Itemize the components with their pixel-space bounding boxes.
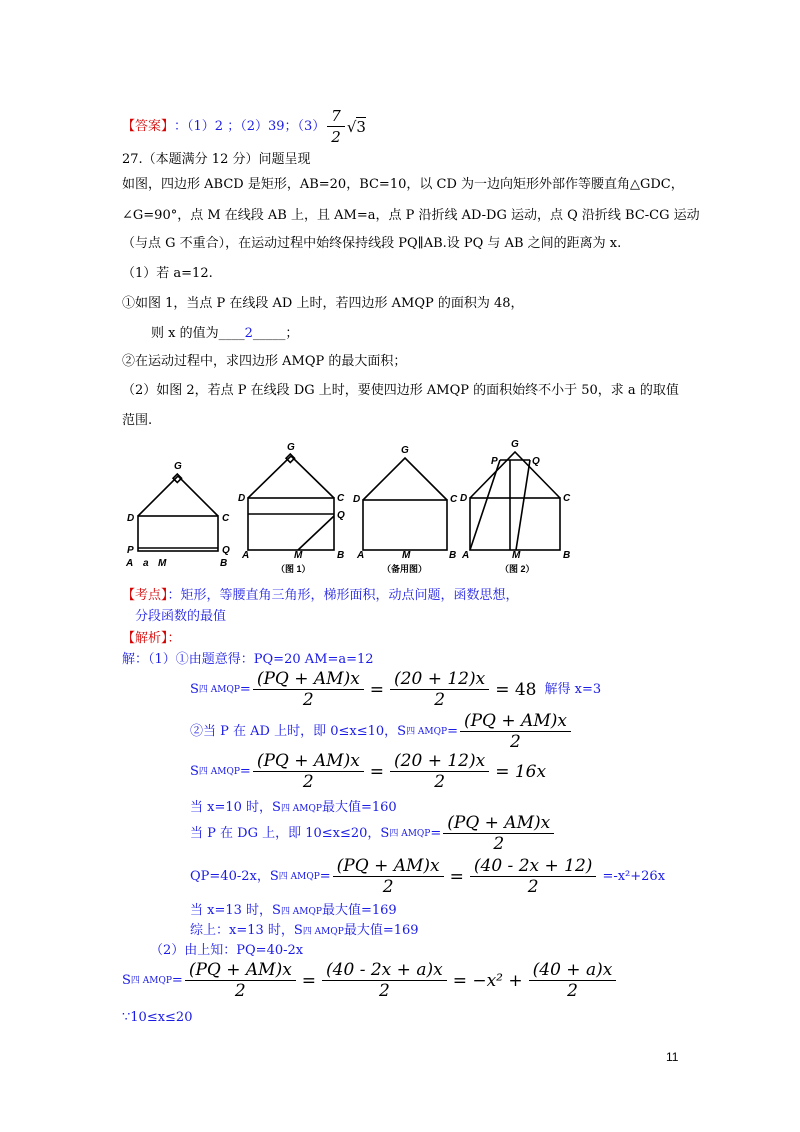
problem-line3: （与点 G 不重合），在运动过程中始终保持线段 PQ∥AB.设 PQ 与 AB 之间的距离为 x. bbox=[122, 236, 622, 251]
step-3: ②当 P 在 AD 上时，即 0≤x≤10，S 四 AMQP = $\frac{(PQ + AM)x}{2}$ bbox=[190, 711, 573, 752]
step-9: 综上：x=13 时，S四 AMQP最大值=169 bbox=[190, 923, 419, 938]
fig0-label-m: M bbox=[158, 558, 167, 569]
fig0-label-b: B bbox=[220, 558, 228, 569]
fig2-label-b: B bbox=[563, 550, 571, 561]
fig1-label-m: M bbox=[294, 550, 303, 561]
fig1-label-g: G bbox=[287, 442, 295, 453]
answer-label: 【答案】 bbox=[122, 118, 175, 134]
fig2-caption: （图 2） bbox=[500, 564, 535, 574]
fig2-label-c: C bbox=[563, 493, 571, 504]
fig1-label-a: A bbox=[242, 550, 250, 561]
fig1-mq-segment bbox=[298, 516, 334, 550]
fig2-triangle bbox=[470, 452, 560, 498]
fig0-rectangle bbox=[138, 516, 218, 551]
spare-label-d: D bbox=[353, 494, 361, 505]
jiexi-heading: 【解析】： bbox=[122, 631, 181, 646]
fig2-label-g: G bbox=[511, 439, 519, 450]
spare-caption: （备用图） bbox=[382, 564, 428, 574]
step-5: 当 x=10 时，S四 AMQP最大值=160 bbox=[190, 800, 397, 815]
spare-rectangle bbox=[363, 500, 447, 550]
step-12: ∵10≤x≤20 bbox=[122, 1010, 193, 1025]
fig0-label-p: P bbox=[127, 545, 134, 556]
step-6: 当 P 在 DG 上，即 10≤x≤20，S 四 AMQP = $\frac{(PQ + AM)x}{2}$ bbox=[190, 813, 556, 854]
answer-sqrt: √3 bbox=[346, 117, 366, 136]
problem-part2-cont: 范围. bbox=[122, 413, 153, 428]
spare-label-m: M bbox=[402, 550, 411, 561]
kaodian-text: ：矩形，等腰直角三角形，梯形面积，动点问题，函数思想， bbox=[167, 588, 519, 603]
fig1-label-b: B bbox=[337, 550, 345, 561]
step-10: （2）由上知：PQ=40-2x bbox=[150, 943, 304, 958]
problem-q1b: ②在运动过程中，求四边形 AMQP 的最大面积； bbox=[122, 354, 407, 369]
problem-q1a-fill: 则 x 的值为____2_____； bbox=[151, 326, 299, 341]
kaodian-line bbox=[122, 587, 519, 605]
fig2-ap-segment bbox=[470, 460, 500, 550]
answer-text: ：（1）2 ；（2）39；（3） bbox=[174, 118, 326, 134]
spare-label-c: C bbox=[450, 494, 458, 505]
problem-part1: （1）若 a=12. bbox=[122, 266, 213, 281]
fig2-label-m: M bbox=[512, 550, 521, 561]
fig0-label-q: Q bbox=[222, 545, 230, 556]
fig0-label-g: G bbox=[174, 461, 182, 472]
fig2-label-q: Q bbox=[532, 456, 540, 467]
fig1-label-c: C bbox=[337, 493, 345, 504]
step-11: S 四 AMQP = $\frac{(PQ + AM)x}{2}$ = $\frac{(40 - 2x + a)x}{2}$ = −x² + $\frac{(40 + a)x}{2}$ bbox=[122, 960, 618, 1001]
fig2-label-a: A bbox=[462, 550, 470, 561]
problem-line2: ∠G=90°，点 M 在线段 AB 上，且 AM=a，点 P 沿折线 AD-DG 运动，点 Q 沿折线 BC-CG 运动 bbox=[122, 208, 700, 223]
spare-label-a: A bbox=[357, 550, 365, 561]
step-2: S 四 AMQP = $\frac{(PQ + AM)x}{2}$ = $\frac{(20 + 12)x}{2}$ = 48 解得 x=3 bbox=[190, 669, 602, 710]
spare-triangle bbox=[363, 458, 447, 500]
answer-line bbox=[122, 106, 366, 147]
jiexi-label: 【解析】 bbox=[122, 631, 168, 646]
fig2-rectangle bbox=[470, 498, 560, 550]
fig2-label-p: P bbox=[491, 456, 498, 467]
kaodian-line2: 分段函数的最值 bbox=[135, 609, 227, 624]
step-4: S 四 AMQP = $\frac{(PQ + AM)x}{2}$ = $\frac{(20 + 12)x}{2}$ = 16x bbox=[190, 751, 547, 792]
step-1: 解：（1）①由题意得：PQ=20 AM=a=12 bbox=[122, 652, 374, 667]
problem-line1: 如图，四边形 ABCD 是矩形，AB=20，BC=10，以 CD 为一边向矩形外部作等腰直角△GDC， bbox=[122, 177, 684, 192]
q1a-answer: 2 bbox=[244, 326, 253, 341]
fig1-rectangle bbox=[248, 498, 334, 550]
fig1-caption: （图 1） bbox=[276, 564, 311, 574]
fig2-label-d: D bbox=[460, 493, 468, 504]
problem-q1a: ①如图 1，当点 P 在线段 AD 上时，若四边形 AMQP 的面积为 48， bbox=[122, 296, 524, 311]
problem-part2: （2）如图 2，若点 P 在线段 DG 上时，要使四边形 AMQP 的面积始终不小于 50，求 a 的取值 bbox=[122, 383, 679, 398]
fig0-label-c: C bbox=[222, 513, 230, 524]
fig0-label-d: D bbox=[127, 513, 135, 524]
figures-strip bbox=[118, 436, 588, 578]
answer-fraction: $\frac{7}{2}$ bbox=[327, 106, 345, 147]
fig1-label-q: Q bbox=[337, 510, 345, 521]
problem-header: 27.（本题满分 12 分）问题呈现 bbox=[122, 152, 311, 167]
spare-label-g: G bbox=[401, 445, 409, 456]
page-number: 11 bbox=[666, 1050, 679, 1064]
kaodian-label: 【考点】 bbox=[122, 588, 168, 603]
fig1-label-d: D bbox=[238, 493, 246, 504]
fig2-mq-segment bbox=[516, 460, 530, 550]
step-7: QP=40-2x，S 四 AMQP = $\frac{(PQ + AM)x}{2}$ = $\frac{(40 - 2x + 12)}{2}$ =-x²+26x bbox=[190, 856, 666, 897]
fig0-label-a: A bbox=[126, 558, 134, 569]
spare-label-b: B bbox=[449, 550, 457, 561]
fig0-label-small-a: a bbox=[143, 558, 149, 569]
step-8: 当 x=13 时，S四 AMQP最大值=169 bbox=[190, 903, 397, 918]
